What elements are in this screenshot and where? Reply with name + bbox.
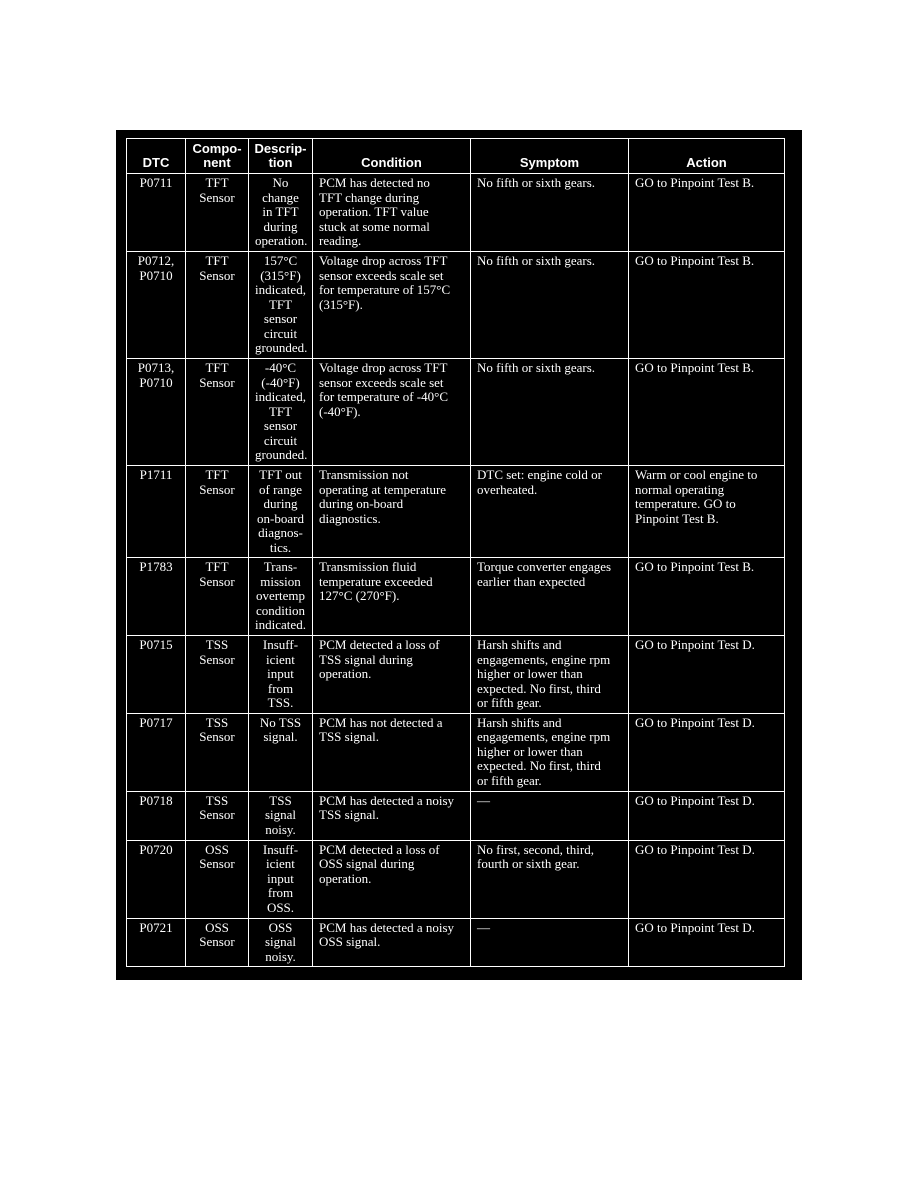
- component-cell: TSS Sensor: [186, 636, 249, 714]
- description-cell: 157°C (315°F) indicated, TFT sensor circuit grounded.: [249, 252, 313, 359]
- header-dtc: DTC: [127, 139, 186, 174]
- symptom-cell: —: [471, 918, 629, 967]
- symptom-cell: No fifth or sixth gears.: [471, 252, 629, 359]
- action-cell: GO to Pinpoint Test B.: [629, 174, 785, 252]
- symptom-cell: Harsh shifts and engagements, engine rpm higher or lower than expected. No first, third or fifth gear.: [471, 713, 629, 791]
- action-cell: GO to Pinpoint Test D.: [629, 840, 785, 918]
- description-cell: OSS signal noisy.: [249, 918, 313, 967]
- dtc-code-cell: P0717: [127, 713, 186, 791]
- table-row: [127, 174, 785, 252]
- component-cell: TSS Sensor: [186, 713, 249, 791]
- condition-cell: Transmission fluid temperature exceeded 127°C (270°F).: [313, 558, 471, 636]
- dtc-code-cell: P0712, P0710: [127, 252, 186, 359]
- symptom-cell: DTC set: engine cold or overheated.: [471, 466, 629, 558]
- dtc-code-cell: P0711: [127, 174, 186, 252]
- symptom-cell: Harsh shifts and engagements, engine rpm higher or lower than expected. No first, third or fifth gear.: [471, 636, 629, 714]
- symptom-cell: —: [471, 791, 629, 840]
- condition-cell: PCM has detected no TFT change during operation. TFT value stuck at some normal reading.: [313, 174, 471, 252]
- component-cell: OSS Sensor: [186, 840, 249, 918]
- condition-cell: PCM detected a loss of OSS signal during operation.: [313, 840, 471, 918]
- component-cell: TFT Sensor: [186, 466, 249, 558]
- header-symptom: Symptom: [471, 139, 629, 174]
- action-cell: GO to Pinpoint Test D.: [629, 713, 785, 791]
- dtc-code-cell: P0721: [127, 918, 186, 967]
- dtc-table-panel: [116, 130, 802, 980]
- header-action: Action: [629, 139, 785, 174]
- dtc-code-cell: P0720: [127, 840, 186, 918]
- description-cell: Insuff- icient input from TSS.: [249, 636, 313, 714]
- action-cell: GO to Pinpoint Test B.: [629, 252, 785, 359]
- symptom-cell: No fifth or sixth gears.: [471, 174, 629, 252]
- table-row: [127, 359, 785, 466]
- table-row: [127, 840, 785, 918]
- description-cell: Insuff- icient input from OSS.: [249, 840, 313, 918]
- symptom-cell: No fifth or sixth gears.: [471, 359, 629, 466]
- table-row: [127, 918, 785, 967]
- table-header-row: [127, 139, 785, 174]
- description-cell: No change in TFT during operation.: [249, 174, 313, 252]
- component-cell: TFT Sensor: [186, 252, 249, 359]
- condition-cell: PCM has detected a noisy OSS signal.: [313, 918, 471, 967]
- component-cell: TFT Sensor: [186, 174, 249, 252]
- description-cell: No TSS signal.: [249, 713, 313, 791]
- action-cell: Warm or cool engine to normal operating temperature. GO to Pinpoint Test B.: [629, 466, 785, 558]
- symptom-cell: Torque converter engages earlier than expected: [471, 558, 629, 636]
- description-cell: -40°C (-40°F) indicated, TFT sensor circuit grounded.: [249, 359, 313, 466]
- dtc-code-cell: P0715: [127, 636, 186, 714]
- component-cell: OSS Sensor: [186, 918, 249, 967]
- component-cell: TFT Sensor: [186, 558, 249, 636]
- condition-cell: Voltage drop across TFT sensor exceeds scale set for temperature of 157°C (315°F).: [313, 252, 471, 359]
- condition-cell: PCM has not detected a TSS signal.: [313, 713, 471, 791]
- condition-cell: Transmission not operating at temperature during on-board diagnostics.: [313, 466, 471, 558]
- dtc-code-cell: P1711: [127, 466, 186, 558]
- component-cell: TFT Sensor: [186, 359, 249, 466]
- table-row: [127, 466, 785, 558]
- action-cell: GO to Pinpoint Test D.: [629, 791, 785, 840]
- dtc-code-cell: P1783: [127, 558, 186, 636]
- component-cell: TSS Sensor: [186, 791, 249, 840]
- header-component: Compo- nent: [186, 139, 249, 174]
- dtc-table: [126, 138, 785, 967]
- table-row: [127, 791, 785, 840]
- dtc-code-cell: P0718: [127, 791, 186, 840]
- action-cell: GO to Pinpoint Test B.: [629, 558, 785, 636]
- description-cell: TSS signal noisy.: [249, 791, 313, 840]
- dtc-code-cell: P0713, P0710: [127, 359, 186, 466]
- header-condition: Condition: [313, 139, 471, 174]
- table-row: [127, 252, 785, 359]
- condition-cell: PCM has detected a noisy TSS signal.: [313, 791, 471, 840]
- action-cell: GO to Pinpoint Test B.: [629, 359, 785, 466]
- description-cell: Trans- mission overtemp condition indicated.: [249, 558, 313, 636]
- table-row: [127, 558, 785, 636]
- header-description: Descrip- tion: [249, 139, 313, 174]
- symptom-cell: No first, second, third, fourth or sixth gear.: [471, 840, 629, 918]
- table-row: [127, 713, 785, 791]
- action-cell: GO to Pinpoint Test D.: [629, 918, 785, 967]
- condition-cell: Voltage drop across TFT sensor exceeds scale set for temperature of -40°C (-40°F).: [313, 359, 471, 466]
- condition-cell: PCM detected a loss of TSS signal during operation.: [313, 636, 471, 714]
- description-cell: TFT out of range during on-board diagnos- tics.: [249, 466, 313, 558]
- action-cell: GO to Pinpoint Test D.: [629, 636, 785, 714]
- table-row: [127, 636, 785, 714]
